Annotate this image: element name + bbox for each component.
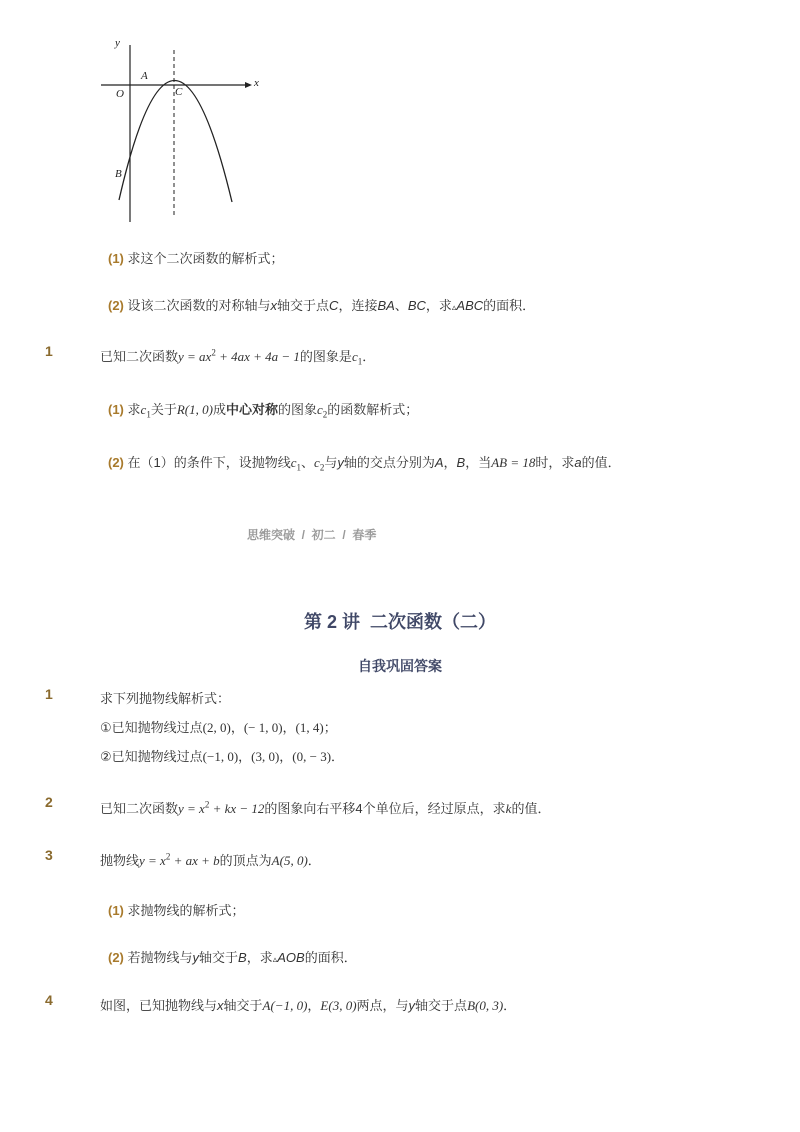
label-B: B	[115, 168, 122, 180]
problem-1-q2-a: 在（1）的条件下，设抛物线	[127, 455, 291, 470]
parabola-figure	[95, 30, 270, 230]
prev-q2-text-b: 轴交于点	[277, 298, 330, 313]
answer-3-text-c: ．	[307, 853, 321, 868]
problem-1-q2-d: ，当	[465, 455, 492, 470]
answer-4-text-b: 轴交于	[223, 998, 263, 1013]
label-O: O	[116, 88, 124, 100]
problem-1-q1-bold: 中心对称	[225, 402, 278, 417]
answer-3-point: A(5, 0)	[271, 853, 308, 868]
answer-2-eq-sup: 2	[204, 799, 210, 810]
problem-1-q1-c2-sub: 2	[322, 409, 328, 420]
problem-1-q1	[108, 399, 418, 420]
answer-3-q2-c: ，求	[246, 950, 273, 965]
answer-3-q2-y: y	[192, 950, 200, 965]
answer-2-eq-b: + kx − 12	[209, 801, 265, 816]
answer-3-text-b: 的顶点为	[219, 853, 272, 868]
label-A: A	[141, 70, 148, 82]
answer-4-text-d: 轴交于点	[415, 998, 468, 1013]
answer-3-q1-text: 求抛物线的解析式；	[127, 903, 245, 918]
answer-4-text-c: 两点，与	[356, 998, 409, 1013]
problem-1-q2-y: y	[337, 455, 344, 470]
problem-1-eq-sup: 2	[211, 347, 216, 358]
answer-4-text-e: ．	[503, 998, 517, 1013]
answer-3-q2	[108, 947, 357, 966]
prev-q2-x: x	[270, 298, 278, 313]
answer-4-sep: ，	[307, 998, 321, 1013]
answer-2-eq-a: y = x	[178, 801, 205, 816]
x-axis-arrow	[245, 82, 252, 88]
answer-1-line2-a: ①已知抛物线过点	[100, 720, 203, 735]
problem-1-q2-number: (2)	[108, 455, 124, 470]
answer-3-q2-AOB: AOB	[277, 950, 305, 965]
answer-3-eq-b: + ax + b	[170, 853, 220, 868]
problem-1-q2-c1-sub: 1	[296, 462, 302, 473]
answer-2-stem	[100, 798, 550, 817]
answer-2-number: 2	[45, 794, 53, 810]
problem-1-eq-a: y = ax	[178, 349, 212, 364]
problem-1-text-a: 已知二次函数	[100, 349, 179, 364]
problem-1-q1-c2: c	[316, 402, 323, 417]
prev-q2-BC: BC	[407, 298, 426, 313]
problem-1-q1-R: R(1, 0)	[176, 402, 213, 417]
answer-1-line2	[100, 717, 337, 736]
answer-4-x: x	[217, 998, 224, 1013]
answer-4-number: 4	[45, 992, 53, 1008]
prev-q2-number: (2)	[108, 298, 124, 313]
problem-1-q2-f: 的值．	[581, 455, 621, 470]
answer-3-stem	[100, 850, 321, 869]
problem-1-stem	[100, 346, 375, 367]
answer-4-point-B: B(0, 3)	[467, 998, 504, 1013]
prev-q2-sep: 、	[394, 298, 408, 313]
problem-1-q1-b: 关于	[150, 402, 177, 417]
answer-2-k: k	[505, 801, 512, 816]
answer-4-point-A: A(−1, 0)	[262, 998, 308, 1013]
answer-1-line3-a: ②已知抛物线过点	[100, 749, 203, 764]
problem-1-q2-eq: AB = 18	[491, 455, 536, 470]
problem-1-q2-e: 时，求	[535, 455, 575, 470]
prev-q1	[108, 248, 284, 267]
label-y: y	[115, 37, 120, 49]
problem-1-q1-e: 的函数解析式；	[327, 402, 419, 417]
prev-q2-C: C	[329, 298, 339, 313]
answer-3-eq-sup: 2	[165, 851, 171, 862]
problem-1-c1-sub: 1	[357, 356, 363, 367]
problem-1-q2-c1: c	[290, 455, 297, 470]
section-title: 自我巩固答案	[358, 658, 442, 674]
problem-1-q2-a-var: a	[574, 455, 582, 470]
problem-1-q2-b: 与	[324, 455, 338, 470]
triangle-symbol: ▵	[272, 954, 278, 964]
lesson-title: 第 2 讲 二次函数（二）	[303, 612, 496, 632]
problem-1-q1-pre: 成	[212, 402, 226, 417]
page-footer: 思维突破 / 初二 / 春季	[247, 528, 377, 542]
prev-q2-BA: BA	[377, 298, 395, 313]
prev-q2-text-e: 的面积．	[483, 298, 536, 313]
problem-1-q1-sub: 1	[146, 409, 151, 420]
problem-1-q2-c2: c	[314, 455, 320, 470]
problem-1-number: 1	[45, 343, 53, 359]
prev-q1-number: (1)	[108, 251, 124, 266]
answer-1-line2-b: ；	[323, 720, 337, 735]
problem-1-eq-b: + 4ax + 4a − 1	[215, 349, 300, 364]
answer-4-text-a: 如图，已知抛物线与	[100, 998, 218, 1013]
answer-1-line3-points: (−1, 0)，(3, 0)，(0, − 3)	[202, 749, 332, 764]
answer-3-q2-number: (2)	[108, 950, 124, 965]
problem-1-c1: c	[351, 349, 358, 364]
problem-1-q2-c2-sub: 2	[319, 462, 325, 473]
answer-3-text-a: 抛物线	[100, 853, 140, 868]
prev-q2-text-d: ，求	[425, 298, 452, 313]
answer-3-q2-b: 轴交于	[199, 950, 239, 965]
answer-1-line3-b: ．	[331, 749, 345, 764]
triangle-symbol: ▵	[451, 302, 457, 312]
prev-q2	[108, 295, 535, 314]
problem-1-text-b: 的图象是	[299, 349, 352, 364]
answer-3-q1	[108, 900, 245, 919]
answer-2-text-b: 的图象向右平移4个单位后，经过原点，求	[264, 801, 506, 816]
problem-1-q1-d: 的图象	[277, 402, 317, 417]
answer-4-y: y	[408, 998, 416, 1013]
problem-1-q2-B: B	[456, 455, 466, 470]
answer-1-number: 1	[45, 686, 53, 702]
answer-4-stem	[100, 995, 516, 1014]
answer-4-point-E: E(3, 0)	[320, 998, 357, 1013]
problem-1-q2-A: A	[434, 455, 444, 470]
answer-3-q1-number: (1)	[108, 903, 124, 918]
problem-1-text-end: ．	[362, 349, 376, 364]
problem-1-q2	[108, 452, 621, 473]
answer-1-line1: 求下列抛物线解析式：	[100, 691, 231, 706]
answer-3-q2-a: 若抛物线与	[127, 950, 193, 965]
problem-1-q1-c: c	[140, 402, 147, 417]
problem-1-q1-number: (1)	[108, 402, 124, 417]
prev-q2-ABC: ABC	[456, 298, 484, 313]
problem-1-q2-comma: ，	[443, 455, 457, 470]
label-C: C	[175, 86, 183, 98]
answer-2-text-a: 已知二次函数	[100, 801, 179, 816]
answer-2-text-c: 的值．	[511, 801, 551, 816]
label-x: x	[254, 77, 259, 89]
answer-3-q2-d: 的面积．	[304, 950, 357, 965]
answer-3-number: 3	[45, 847, 53, 863]
parabola-curve	[119, 80, 232, 202]
prev-q1-text: 求这个二次函数的解析式；	[127, 251, 284, 266]
answer-1-line3	[100, 746, 344, 765]
answer-1-line2-points: (2, 0)，(− 1, 0)，(1, 4)	[202, 720, 324, 735]
prev-q2-text-c: ，连接	[338, 298, 378, 313]
prev-q2-text-a: 设该二次函数的对称轴与	[127, 298, 271, 313]
answer-3-eq-a: y = x	[139, 853, 166, 868]
answer-3-q2-B: B	[238, 950, 247, 965]
problem-1-q2-c: 轴的交点分别为	[343, 455, 435, 470]
problem-1-q2-sep: 、	[301, 455, 315, 470]
problem-1-q1-a: 求	[127, 402, 141, 417]
